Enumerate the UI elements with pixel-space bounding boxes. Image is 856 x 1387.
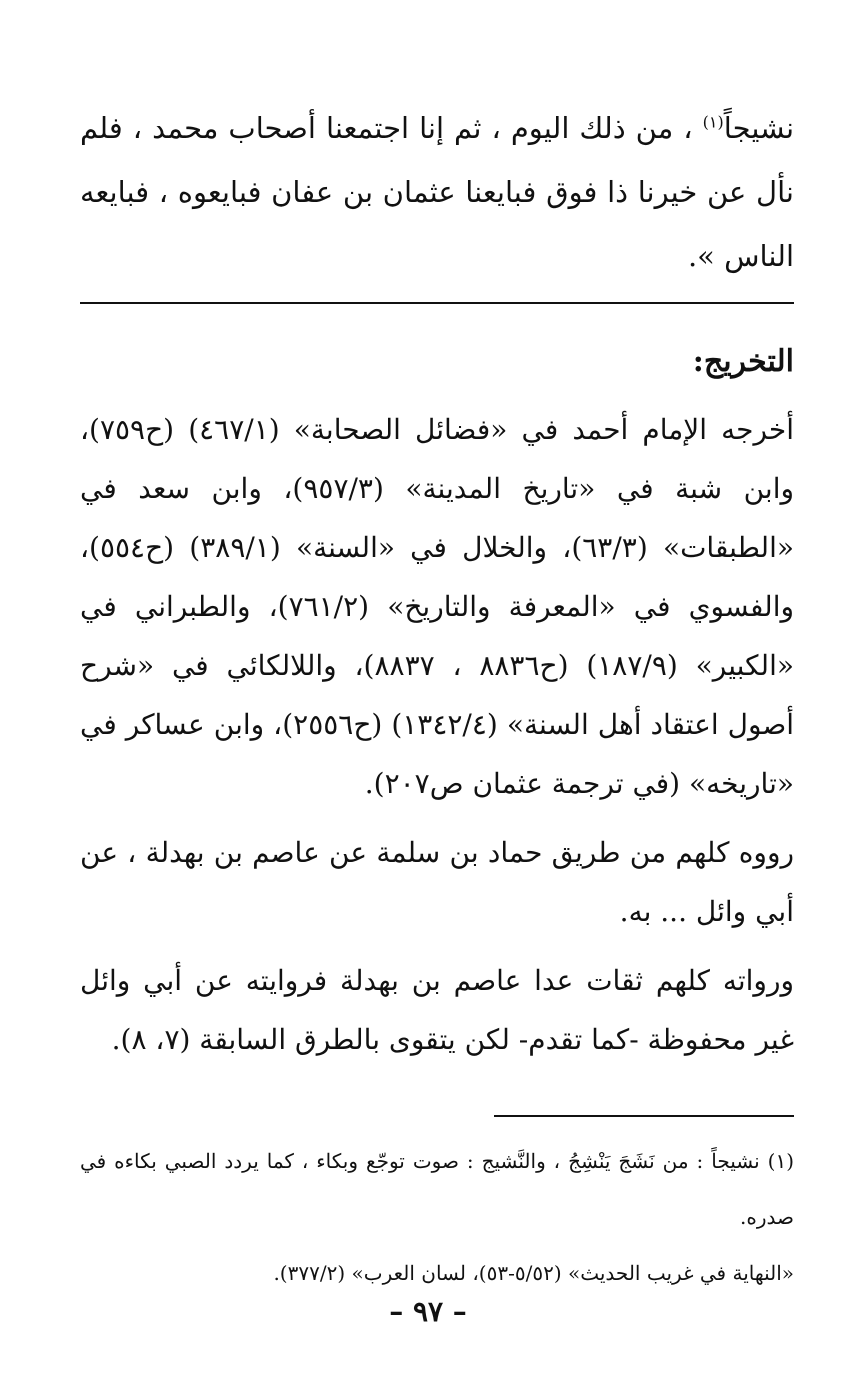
footnote-1: (١) نشيجاً : من نَشَجَ يَنْشِجُ ، والنَّشيج : صوت توجّع وبكاء ، كما يردد الصبي بكاءه في صدره. xyxy=(80,1149,794,1229)
footnote-source: «النهاية في غريب الحديث» (٥/٥٢-٥٣)، لسان العرب» (٣٧٧/٢). xyxy=(273,1261,794,1285)
footnote-divider xyxy=(494,1115,794,1117)
grading-paragraph: ورواته كلهم ثقات عدا عاصم بن بهدلة فروايته عن أبي وائل غير محفوظة -كما تقدم- لكن يتقوى بالطرق السابقة (٧، ٨). xyxy=(80,964,794,1056)
page-content xyxy=(80,96,794,1301)
section-divider xyxy=(80,302,794,304)
takhrij-paragraph: أخرجه الإمام أحمد في «فضائل الصحابة» (٤٦٧/١) (ح٧٥٩)، وابن شبة في «تاريخ المدينة» (٩٥٧/٣)، وابن سعد في «الطبقات» (٦٣/٣)، والخلال في «السنة» (٣٨٩/١) (ح٥٥٤)، والفسوي في «المعرفة والتاريخ» (٧٦١/٢)، والطبراني في «الكبير» (١٨٧/٩) (ح٨٨٣٦ ، ٨٨٣٧)، واللالكائي في «شرح أصول اعتقاد أهل السنة» (١٣٤٢/٤) (ح٢٥٥٦)، وابن عساكر في «تاريخه» (في ترجمة عثمان ص٢٠٧). xyxy=(80,413,795,800)
footnote-marker[interactable]: (١) xyxy=(702,112,724,132)
page-number: – ٩٧ – xyxy=(389,1295,467,1328)
section-heading: التخريج: xyxy=(692,344,794,379)
continuation-text-start: نشيجاً xyxy=(723,111,795,145)
chain-paragraph: رووه كلهم من طريق حماد بن سلمة عن عاصم بن بهدلة ، عن أبي وائل ... به. xyxy=(80,836,794,928)
continuation-text-rest: ، من ذلك اليوم ، ثم إنا اجتمعنا أصحاب محمد ، فلم نأل عن خيرنا ذا فوق فبايعنا عثمان بن عفان فبايعوه ، فبايعه الناس ». xyxy=(80,111,794,273)
continuation-text xyxy=(80,96,794,288)
